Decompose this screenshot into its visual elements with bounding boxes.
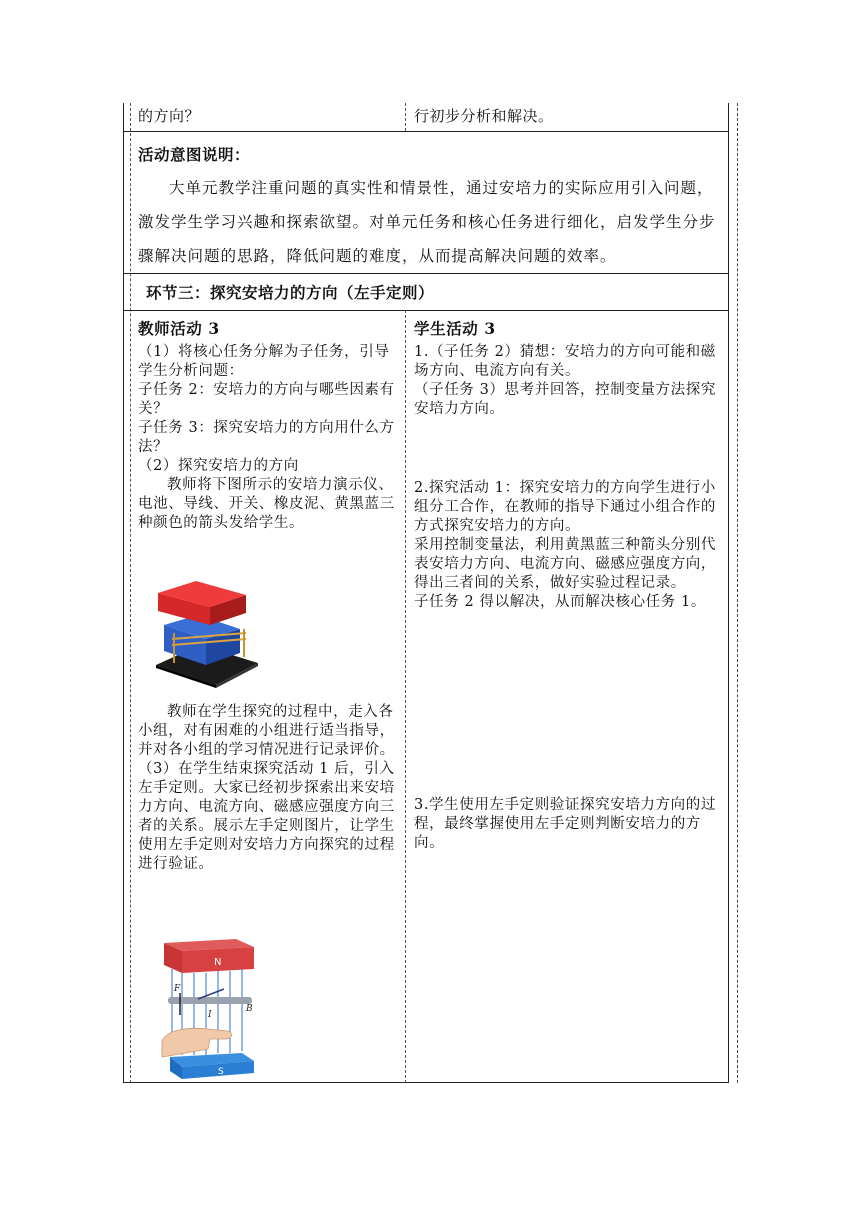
teacher-p1: （1）将核心任务分解为子任务，引导学生分析问题： (138, 344, 390, 379)
top-left-cell: 的方向？ (138, 107, 201, 125)
student-column (414, 319, 724, 419)
student-column-3 (414, 796, 724, 853)
student-p5: 子任务 2 得以解决，从而解决核心任务 1。 (414, 594, 706, 610)
student-p4: 采用控制变量法，利用黄黑蓝三种箭头分别代表安培力方向、电流方向、磁感应强度方向，得出三者间的关系，做好实验过程记录。 (414, 537, 716, 591)
teacher-p5: 教师将下图所示的安培力演示仪、电池、导线、开关、橡皮泥、黄黑蓝三种颜色的箭头发给学生。 (138, 477, 395, 531)
fig-label-s: S (218, 1067, 224, 1077)
intent-body: 大单元教学注重问题的真实性和情景性，通过安培力的实际应用引入问题，激发学生学习兴趣和探索欲望。对单元任务和核心任务进行细化，启发学生分步骤解决问题的思路，降低问题的难度，从而提高解决问题的效率。 (138, 179, 716, 265)
student-p6: 3.学生使用左手定则验证探究安培力方向的过程，最终掌握使用左手定则判断安培力的方向。 (414, 797, 716, 851)
teacher-p2: 子任务 2：安培力的方向与哪些因素有关？ (138, 382, 395, 417)
student-column-2 (414, 479, 724, 612)
rule-1 (124, 131, 728, 132)
column-divider-top (405, 103, 406, 131)
rule-2 (124, 273, 728, 274)
fig-label-b: B (246, 1004, 253, 1014)
student-p1: 1.（子任务 2）猜想：安培力的方向可能和磁场方向、电流方向有关。 (414, 344, 716, 379)
ampere-force-apparatus-image (154, 573, 259, 688)
section-title: 环节三：探究安培力的方向（左手定则） (146, 283, 435, 302)
teacher-column (138, 319, 400, 533)
rule-3 (124, 310, 728, 311)
margin-rule-right (737, 103, 738, 1083)
fig-label-i: I (208, 1010, 212, 1020)
teacher-p7: （3）在学生结束探究活动 1 后，引入左手定则。大家已经初步探索出来安培力方向、电流方向、磁感应强度方向三者的关系。展示左手定则图片，让学生使用左手定则对安培力方向探究的过程进行验证。 (138, 761, 395, 872)
student-heading: 学生活动 3 (414, 319, 496, 338)
student-p2: （子任务 3）思考并回答，控制变量方法探究安培力方向。 (414, 382, 716, 417)
teacher-p6: 教师在学生探究的过程中，走入各小组，对有困难的小组进行适当指导，并对各小组的学习情况进行记录评价。 (138, 704, 395, 758)
top-right-cell: 行初步分析和解决。 (414, 107, 554, 125)
teacher-p4: （2）探究安培力的方向 (138, 458, 299, 474)
teacher-column-2 (138, 703, 400, 874)
student-p3: 2.探究活动 1：探究安培力的方向学生进行小组分工合作，在教师的指导下通过小组合作的方式探究安培力的方向。 (414, 480, 716, 534)
fig-label-f: F (174, 984, 181, 994)
teacher-p3: 子任务 3：探究安培力的方向用什么方法？ (138, 420, 395, 455)
fig-label-n: N (214, 957, 222, 968)
intent-heading: 活动意图说明： (138, 145, 251, 164)
lesson-table (123, 103, 729, 1083)
column-divider-main (405, 310, 406, 1083)
teacher-heading: 教师活动 3 (138, 319, 220, 338)
left-hand-rule-image (158, 933, 258, 1081)
